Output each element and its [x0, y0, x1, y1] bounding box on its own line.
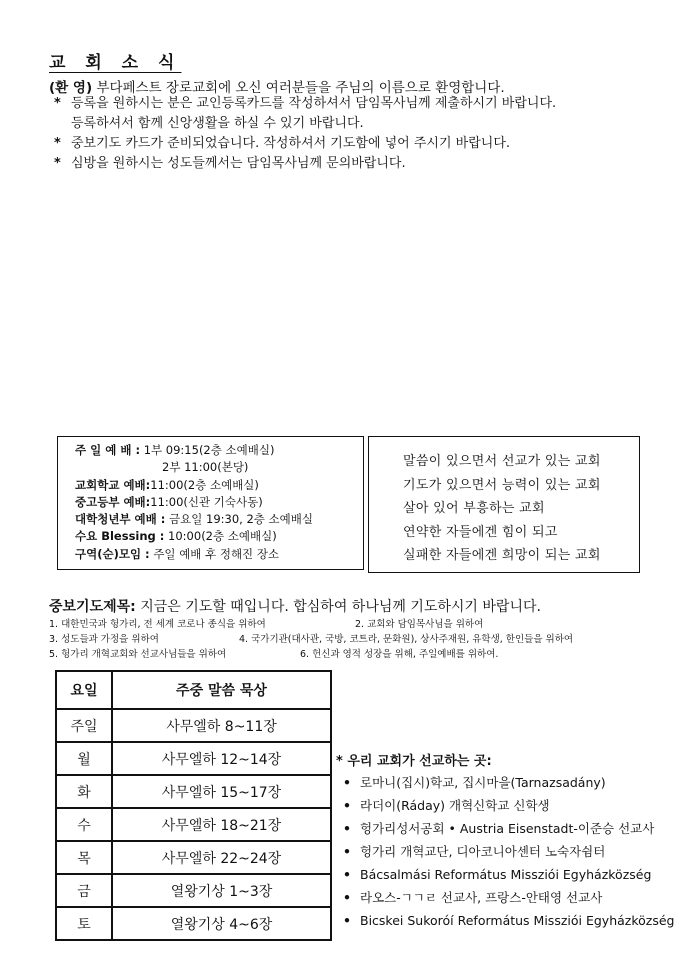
weekly-reading-table: [55, 670, 332, 941]
church-motto-box: [368, 436, 640, 573]
table-row: [56, 709, 331, 742]
bullet-dot-icon: •: [343, 844, 351, 859]
notice-item: [54, 134, 556, 154]
worship-line: [75, 494, 363, 511]
worship-line: [75, 528, 363, 545]
worship-label: 수요 Blessing :: [75, 529, 165, 544]
day-cell: 목: [56, 841, 112, 874]
bullet-star: *: [54, 156, 61, 171]
prayer-list: [49, 617, 573, 662]
worship-value: 2부 11:00(본당): [162, 460, 249, 475]
mission-text: 헝가리 개혁교단, 디아코니아센터 노숙자쉼터: [360, 844, 606, 859]
welcome-text: 부다페스트 장로교회에 오신 여러분들을 주님의 이름으로 환영합니다.: [96, 80, 505, 96]
prayer-heading: [49, 596, 541, 616]
worship-value: 주일 예배 후 정해진 장소: [153, 546, 280, 561]
reading-cell: 사무엘하 12~14장: [112, 742, 331, 775]
mission-text: Bicskei Sukoróí Református Missziói Egyházközség: [360, 913, 675, 928]
worship-schedule-box: [57, 436, 364, 570]
prayer-item: 4. 국가기관(대사관, 국방, 코트라, 문화원), 상사주재원, 유학생, 한인들을 위하여: [239, 634, 574, 645]
prayer-item: 1. 대한민국과 헝가리, 전 세계 코로나 종식을 위하여: [49, 619, 266, 630]
list-item: [343, 794, 674, 817]
reading-cell: 열왕기상 4~6장: [112, 907, 331, 940]
page-title: 교 회 소 식: [49, 53, 182, 73]
prayer-row: [49, 632, 573, 647]
reading-cell: 사무엘하 8~11장: [112, 709, 331, 742]
bullet-dot-icon: •: [343, 867, 351, 882]
notice-list: [54, 94, 556, 174]
mission-text: Bácsalmási Református Missziói Egyházközség: [360, 867, 652, 882]
notice-item: [54, 114, 556, 134]
motto-line: 연약한 자들에겐 힘이 되고: [403, 524, 558, 540]
table-row: [56, 808, 331, 841]
prayer-text: 지금은 기도할 때입니다. 합심하여 하나님께 기도하시기 바랍니다.: [140, 599, 541, 615]
worship-line: [75, 442, 363, 459]
worship-value: 1부 09:15(2층 소예배실): [143, 443, 275, 457]
bullet-star: [54, 114, 71, 134]
mission-text: 헝가리성서공회 • Austria Eisenstadt-이준승 선교사: [360, 821, 655, 836]
worship-label: 대학청년부 예배 :: [75, 512, 166, 527]
list-item: [343, 817, 674, 840]
worship-value: 금요일 19:30, 2층 소예배실: [169, 512, 313, 527]
notice-item: [54, 94, 556, 114]
prayer-item: 2. 교회와 담임목사님을 위하여: [355, 619, 484, 630]
day-cell: 수: [56, 808, 112, 841]
day-cell: 월: [56, 742, 112, 775]
bullet-dot-icon: •: [343, 798, 351, 813]
prayer-item: 3. 성도들과 가정을 위하여: [49, 634, 159, 645]
worship-label: 주 일 예 배 :: [75, 443, 141, 457]
worship-value: 11:00(신관 기숙사동): [150, 494, 263, 509]
day-cell: 금: [56, 874, 112, 907]
missions-list: [343, 771, 674, 932]
worship-label: 교회학교 예배:: [75, 477, 151, 492]
notice-text: 등록하셔서 함께 신앙생활을 하실 수 있기 바랍니다.: [71, 116, 364, 131]
notice-text: 등록을 원하시는 분은 교인등록카드를 작성하셔서 담임목사님께 제출하시기 바랍니다.: [71, 96, 557, 111]
prayer-item: 5. 헝가리 개혁교회와 선교사님들을 위하여: [49, 649, 227, 660]
prayer-item: 6. 헌신과 영적 성장을 위해, 주일예배를 위하여.: [300, 649, 499, 660]
missions-heading: * 우리 교회가 선교하는 곳:: [336, 754, 492, 769]
table-row: [56, 907, 331, 940]
list-item: [343, 840, 674, 863]
table-row: [56, 874, 331, 907]
list-item: [343, 771, 674, 794]
prayer-label: 중보기도제목:: [49, 599, 136, 615]
list-item: [343, 863, 674, 886]
list-item: [343, 886, 674, 909]
mission-text: 라더이(Ráday) 개혁신학교 신학생: [360, 798, 550, 813]
motto-line: 기도가 있으면서 능력이 있는 교회: [403, 477, 601, 493]
bullet-dot-icon: •: [343, 890, 351, 905]
day-cell: 화: [56, 775, 112, 808]
welcome-line: [49, 76, 505, 96]
bullet-dot-icon: •: [343, 821, 351, 836]
prayer-row: [49, 647, 573, 662]
table-header-row: [56, 671, 331, 709]
column-header-reading: 주중 말씀 묵상: [112, 671, 331, 709]
table-row: [56, 775, 331, 808]
mission-text: 로마니(집시)학교, 집시마을(Tarnazsadány): [360, 775, 606, 790]
worship-line: [75, 511, 363, 528]
motto-line: 살아 있어 부흥하는 교회: [403, 501, 545, 516]
reading-cell: 사무엘하 15~17장: [112, 775, 331, 808]
day-cell: 토: [56, 907, 112, 940]
bullet-star: *: [54, 96, 61, 111]
motto-line: 말씀이 있으면서 선교가 있는 교회: [403, 454, 601, 469]
reading-cell: 열왕기상 1~3장: [112, 874, 331, 907]
notice-item: [54, 154, 556, 174]
worship-line: [75, 546, 363, 563]
bullet-dot-icon: •: [343, 775, 351, 790]
notice-text: 심방을 원하시는 성도들께서는 담임목사님께 문의바랍니다.: [71, 156, 406, 171]
table-row: [56, 742, 331, 775]
day-cell: 주일: [56, 709, 112, 742]
notice-text: 중보기도 카드가 준비되었습니다. 작성하셔서 기도함에 넣어 주시기 바랍니다.: [71, 136, 511, 151]
reading-cell: 사무엘하 18~21장: [112, 808, 331, 841]
column-header-day: 요일: [56, 671, 112, 709]
worship-line: [75, 459, 363, 476]
worship-line: [75, 477, 363, 494]
bullet-star: *: [54, 136, 61, 151]
reading-cell: 사무엘하 22~24장: [112, 841, 331, 874]
bullet-dot-icon: •: [343, 913, 351, 928]
worship-label: 중고등부 예배:: [75, 494, 151, 509]
mission-text: 라오스-ㄱㄱㄹ 선교사, 프랑스-안태영 선교사: [360, 890, 603, 905]
motto-line: 실패한 자들에겐 희망이 되는 교회: [403, 548, 601, 563]
list-item: [343, 909, 674, 932]
table-row: [56, 841, 331, 874]
worship-value: 11:00(2층 소예배실): [150, 477, 259, 492]
welcome-label: (환 영): [49, 80, 93, 96]
prayer-row: [49, 617, 573, 632]
worship-label: 구역(순)모임 :: [75, 546, 150, 561]
worship-value: 10:00(2층 소예배실): [168, 529, 277, 544]
